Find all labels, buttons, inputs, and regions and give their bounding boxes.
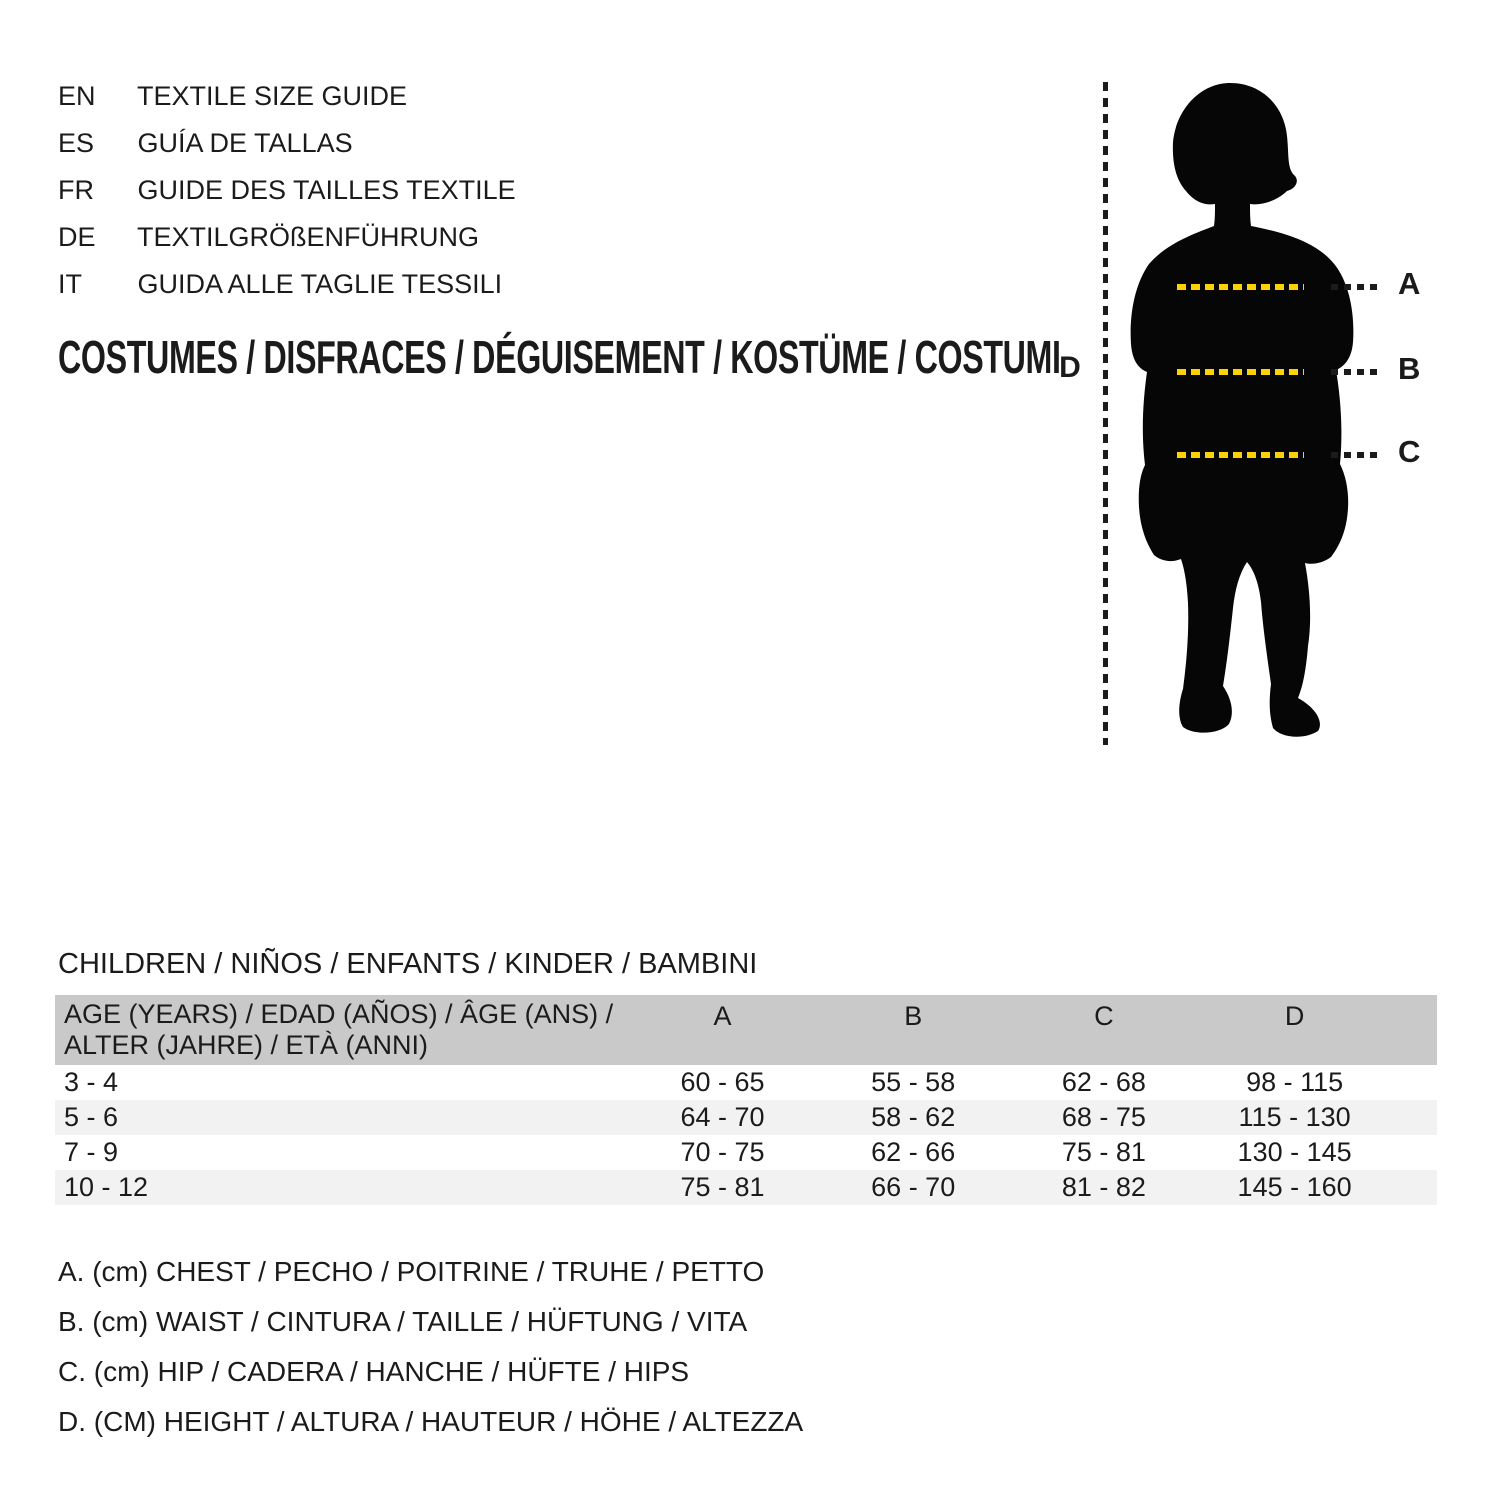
language-code: FR [58, 175, 94, 205]
hip-dash-line [1177, 452, 1304, 458]
column-header-d: D [1284, 1001, 1305, 1031]
category-title: COSTUMES / DISFRACES / DÉGUISEMENT / KOSTÜME / COSTUMI [58, 331, 1061, 383]
language-title: GUIDE DES TAILLES TEXTILE [137, 175, 516, 205]
waist-cell: 62 - 66 [871, 1137, 956, 1167]
waist-cell: 55 - 58 [871, 1067, 956, 1097]
height-cell: 98 - 115 [1246, 1067, 1344, 1097]
legend-item-height: D. (CM) HEIGHT / ALTURA / HAUTEUR / HÖHE / ALTEZZA [58, 1406, 804, 1437]
waist-measure-label: B [1398, 351, 1421, 386]
language-title: GUIDA ALLE TAGLIE TESSILI [137, 269, 503, 299]
language-title: TEXTILE SIZE GUIDE [137, 81, 408, 111]
language-code: DE [58, 222, 96, 252]
language-row-en [58, 73, 516, 120]
language-title: GUÍA DE TALLAS [137, 128, 353, 158]
age-column-header [55, 995, 627, 1065]
hip-measure-label: C [1398, 434, 1421, 469]
column-header-c: C [1094, 1001, 1114, 1031]
chest-dash-line [1177, 284, 1304, 290]
language-row-it [58, 261, 516, 308]
language-row-fr [58, 167, 516, 214]
legend-item-hip: C. (cm) HIP / CADERA / HANCHE / HÜFTE / HIPS [58, 1356, 690, 1387]
size-table [55, 995, 1437, 1205]
language-code: ES [58, 128, 95, 158]
height-cell: 115 - 130 [1238, 1102, 1351, 1132]
hip-cell: 62 - 68 [1061, 1067, 1146, 1097]
age-cell: 10 - 12 [64, 1172, 149, 1202]
chest-cell: 70 - 75 [680, 1137, 765, 1167]
chest-cell: 60 - 65 [680, 1067, 765, 1097]
chest-measure-label: A [1398, 266, 1421, 301]
height-cell: 130 - 145 [1237, 1137, 1352, 1167]
language-row-de [58, 214, 516, 261]
age-cell: 7 - 9 [64, 1137, 119, 1167]
measurement-diagram [1040, 75, 1485, 750]
size-table-row [55, 1065, 1437, 1100]
chest-cell: 75 - 81 [680, 1172, 765, 1202]
waist-dotted-line [1331, 369, 1383, 375]
language-row-es [58, 120, 516, 167]
height-cell: 145 - 160 [1237, 1172, 1352, 1202]
age-header-line1: AGE (YEARS) / EDAD (AÑOS) / ÂGE (ANS) / [64, 999, 614, 1029]
measurement-legend [58, 1247, 803, 1447]
size-table-row [55, 1135, 1437, 1170]
size-table-row [55, 1100, 1437, 1135]
age-cell: 3 - 4 [64, 1067, 119, 1097]
language-code: EN [58, 81, 96, 111]
legend-item-waist: B. (cm) WAIST / CINTURA / TAILLE / HÜFTUNG / VITA [58, 1306, 748, 1337]
hip-cell: 81 - 82 [1061, 1172, 1146, 1202]
height-measure-label: D [1059, 351, 1081, 384]
size-table-header [55, 995, 1437, 1065]
language-code: IT [58, 269, 82, 299]
size-table-row [55, 1170, 1437, 1205]
chest-cell: 64 - 70 [680, 1102, 765, 1132]
waist-cell: 66 - 70 [871, 1172, 956, 1202]
waist-cell: 58 - 62 [871, 1102, 956, 1132]
section-title-children: CHILDREN / NIÑOS / ENFANTS / KINDER / BAMBINI [58, 948, 758, 980]
column-header-a: A [713, 1001, 732, 1031]
child-silhouette [1090, 80, 1390, 740]
legend-item-chest: A. (cm) CHEST / PECHO / POITRINE / TRUHE / PETTO [58, 1256, 765, 1287]
chest-dotted-line [1331, 284, 1383, 290]
column-header-b: B [904, 1001, 923, 1031]
hip-cell: 75 - 81 [1061, 1137, 1146, 1167]
age-cell: 5 - 6 [64, 1102, 119, 1132]
age-header-line2: ALTER (JAHRE) / ETÀ (ANNI) [64, 1030, 429, 1060]
hip-cell: 68 - 75 [1061, 1102, 1146, 1132]
language-title-list [58, 73, 516, 308]
language-title: TEXTILGRÖßENFÜHRUNG [137, 222, 480, 252]
hip-dotted-line [1331, 452, 1383, 458]
waist-dash-line [1177, 369, 1304, 375]
